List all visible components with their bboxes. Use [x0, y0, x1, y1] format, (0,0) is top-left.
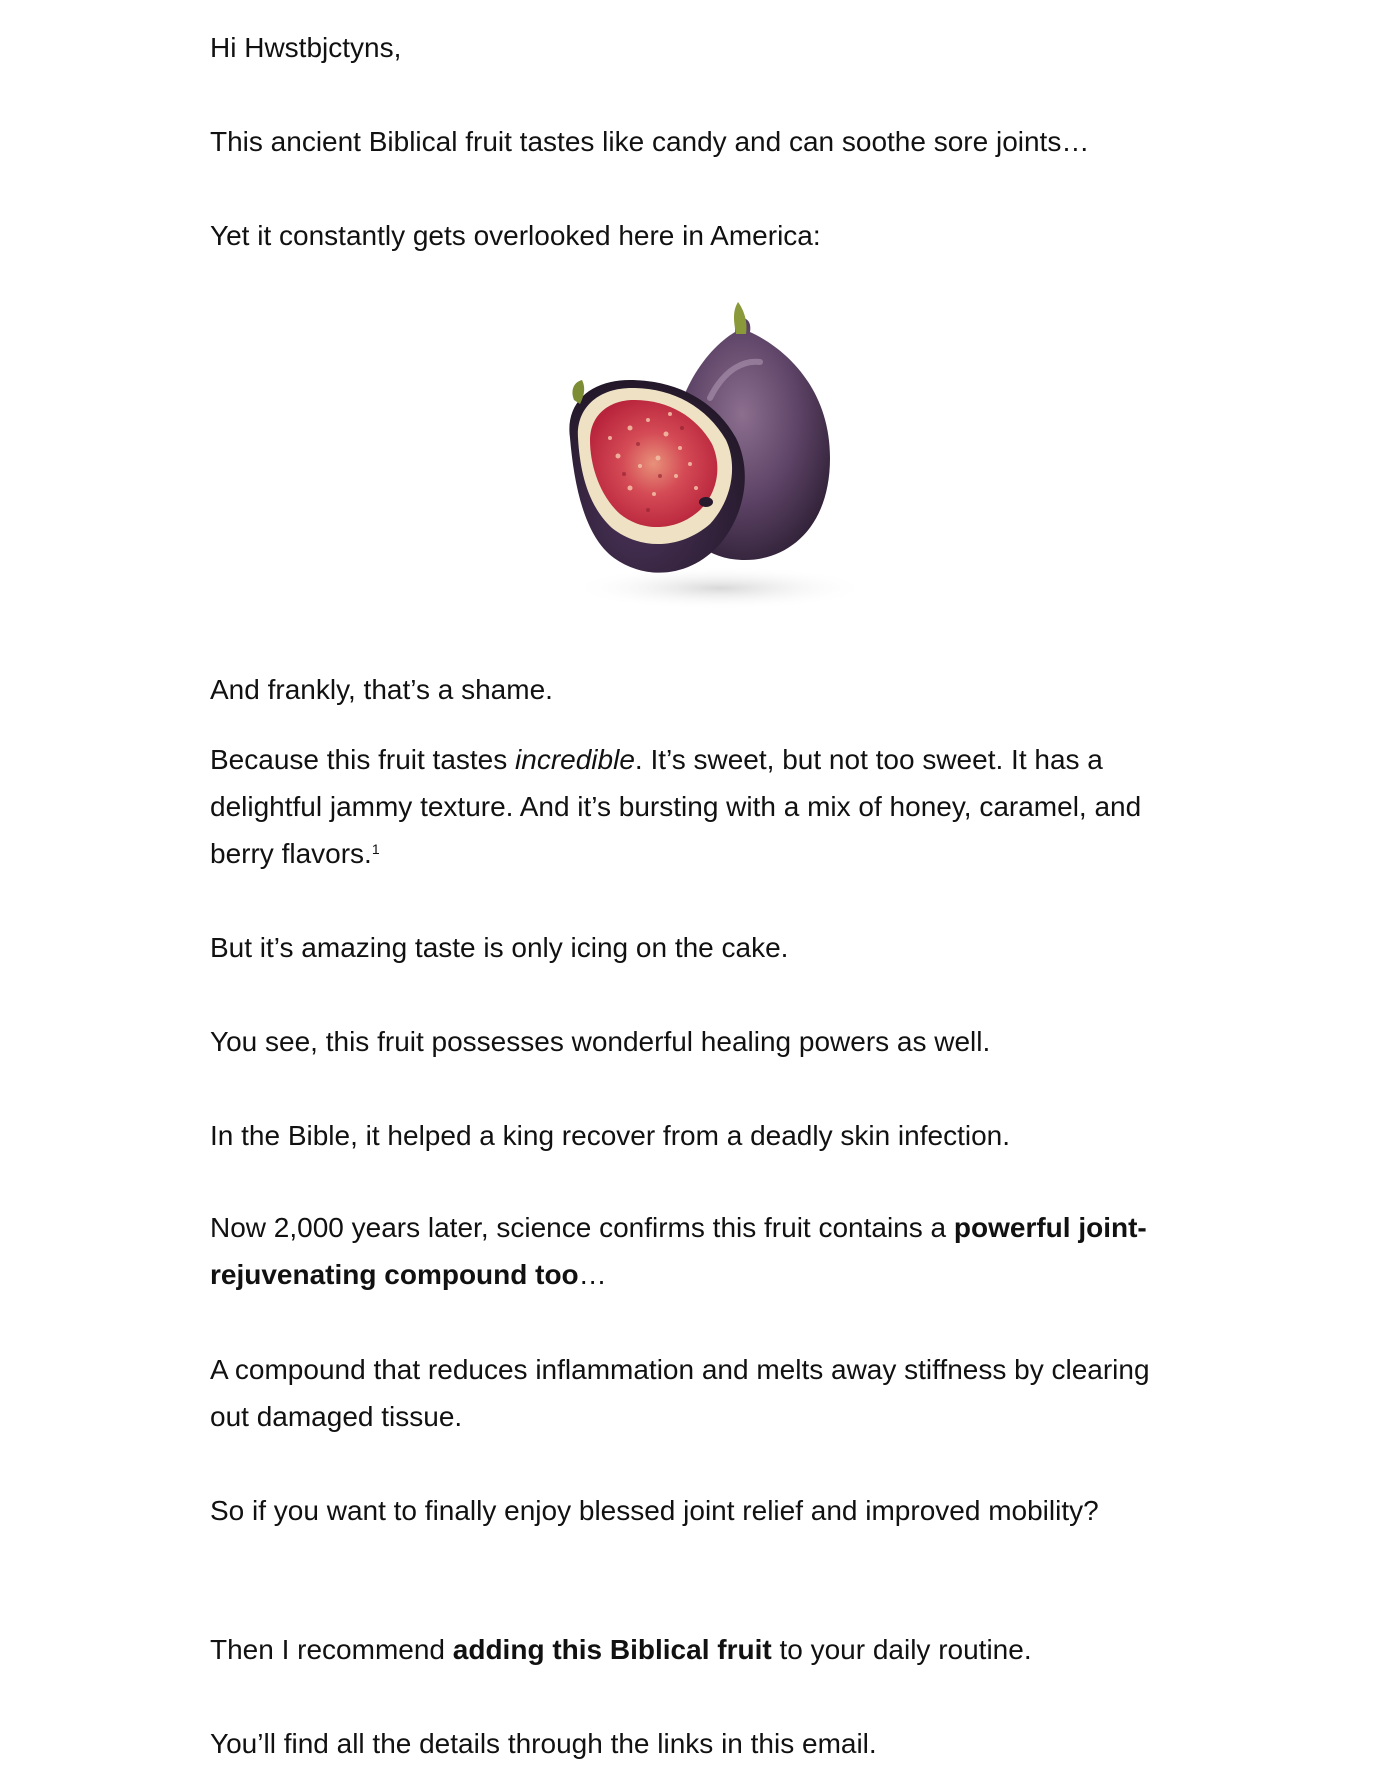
fig-icon — [530, 288, 890, 628]
fig-fruit-image — [530, 288, 890, 628]
paragraph-shame: And frankly, that’s a shame. — [210, 674, 553, 705]
paragraph-links: You’ll find all the details through the links in this email. — [210, 1728, 877, 1759]
paragraph-icing: But it’s amazing taste is only icing on the cake. — [210, 932, 789, 963]
paragraph-science: Now 2,000 years later, science confirms this fruit contains a powerful joint-rejuvenating compound too… — [210, 1212, 1147, 1290]
paragraph-intro: This ancient Biblical fruit tastes like candy and can soothe sore joints… — [210, 126, 1090, 157]
paragraph-taste: Because this fruit tastes incredible. It’s sweet, but not too sweet. It has a delightful jammy texture. And it’s bursting with a mix of honey, caramel, and berry flavors.$^1$ — [210, 744, 1142, 869]
greeting: Hi Hwstbjctyns, — [210, 32, 402, 63]
paragraph-overlooked: Yet it constantly gets overlooked here in America: — [210, 220, 821, 251]
paragraph-recommend: Then I recommend adding this Biblical fruit to your daily routine. — [210, 1634, 1032, 1665]
paragraph-relief: So if you want to finally enjoy blessed joint relief and improved mobility? — [210, 1495, 1099, 1526]
paragraph-bible-king: In the Bible, it helped a king recover from a deadly skin infection. — [210, 1120, 1010, 1151]
paragraph-compound: A compound that reduces inflammation and melts away stiffness by clearing out damaged tissue. — [210, 1354, 1150, 1432]
paragraph-healing: You see, this fruit possesses wonderful healing powers as well. — [210, 1026, 991, 1057]
